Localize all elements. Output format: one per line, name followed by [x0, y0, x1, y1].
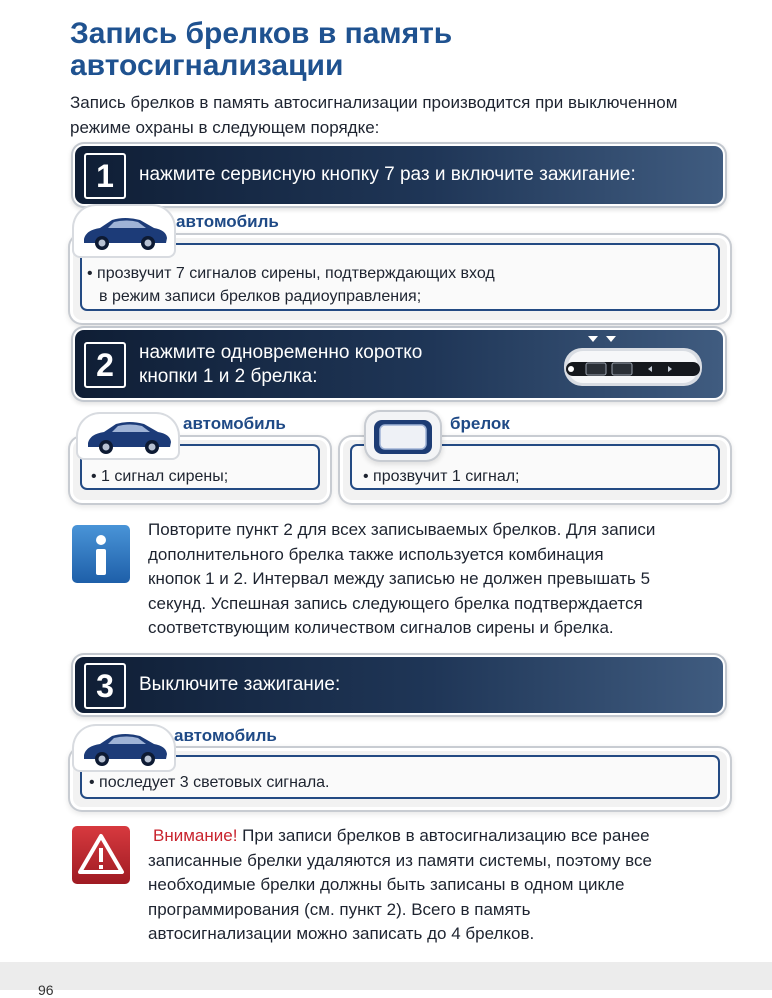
page-title: Запись брелков в память автосигнализации — [70, 17, 453, 82]
warning-label: Внимание! — [153, 826, 238, 845]
result-line: • прозвучит 7 сигналов сирены, подтверждающих вход — [87, 265, 495, 282]
car-icon — [80, 212, 170, 252]
info-line: дополнительного брелка также используется комбинация — [148, 544, 604, 564]
car-tag-label: автомобиль — [183, 414, 286, 433]
info-icon — [70, 523, 132, 585]
step-number: 3 — [84, 663, 126, 709]
warning-note — [148, 824, 738, 947]
intro-text: Запись брелков в память автосигнализации производится при выключенном режиме охраны в следующем порядке: — [70, 93, 678, 137]
step-3-banner — [75, 657, 723, 713]
car-tag-label: автомобиль — [174, 726, 277, 745]
car-icon — [84, 416, 174, 456]
step-number: 2 — [84, 342, 126, 388]
car-tag-label: автомобиль — [176, 212, 279, 231]
step-text: нажмите сервисную кнопку 7 раз и включите зажигание: — [139, 164, 636, 185]
warning-line: записанные брелки удаляются из памяти системы, поэтому все — [148, 850, 652, 870]
fob-screen-icon — [372, 418, 434, 456]
info-line: секунд. Успешная запись следующего брелка подтверждается — [148, 593, 643, 613]
info-line: кнопок 1 и 2. Интервал между записью не должен превышать 5 — [148, 569, 651, 588]
result-line: • 1 сигнал сирены; — [91, 468, 229, 485]
warning-line: При записи брелков в автосигнализацию все ранее — [242, 826, 650, 845]
page-number: 96 — [38, 982, 54, 998]
step-text-line1: нажмите одновременно коротко — [139, 342, 423, 363]
step-1-banner — [75, 146, 723, 204]
result-line: в режим записи брелков радиоуправления; — [99, 288, 422, 305]
step-text: Выключите зажигание: — [139, 674, 341, 695]
result-line: • прозвучит 1 сигнал; — [363, 468, 520, 485]
car-icon — [80, 728, 170, 768]
step-text-line2: кнопки 1 и 2 брелка: — [139, 366, 318, 387]
warning-line: необходимые брелки должны быть записаны в одном цикле — [148, 875, 625, 894]
info-line: Повторите пункт 2 для всех записываемых брелков. Для записи — [148, 520, 656, 539]
key-fob-illustration — [558, 334, 708, 392]
info-note — [148, 518, 738, 641]
info-line: соответствующим количеством сигналов сирены и брелка. — [148, 618, 614, 637]
step-number: 1 — [84, 153, 126, 199]
warning-line: программирования (см. пункт 2). Всего в память — [148, 899, 531, 919]
warning-line-1 — [148, 824, 738, 849]
warning-line: автосигнализации можно записать до 4 брелков. — [148, 924, 535, 943]
fob-tag-label: брелок — [450, 414, 510, 433]
page-footer — [0, 962, 772, 990]
warning-icon — [70, 824, 132, 886]
result-line: • последует 3 световых сигнала. — [89, 774, 330, 791]
